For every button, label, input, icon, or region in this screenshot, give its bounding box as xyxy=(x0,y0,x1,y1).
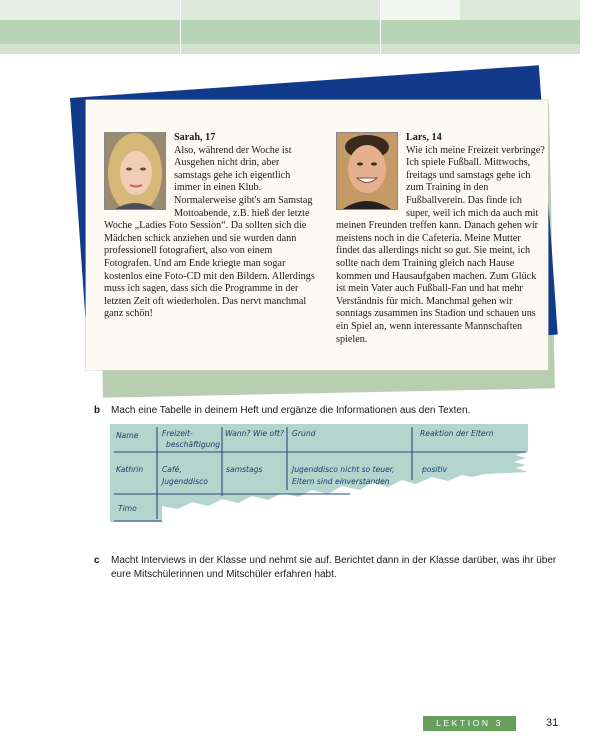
cell-samstags: samstags xyxy=(226,465,263,474)
lars-photo xyxy=(336,132,398,210)
lars-text: Wie ich meine Freizeit verbringe? Ich spiele Fußball. Mittwochs, freitags und samstags gehe ich zum Training in den Fußballverein. Das finde ich super, weil ich mich da auch mit meinen Freunden treffen kann. Danach gehen wir meistens noch in die Cafeteria. Meine Mutter findet das allerdings nicht so gut. Sie meint, ich sollte nach dem Training gleich nach Hause kommen und Hausaufgaben machen. Zum Glück ist mein Vater auch Fußball-Fan und hat mehr Verständnis für mich. Manchmal gehen wir sonntags zusammen ins Stadion und schauen uns ein Spiel an, wenn interessante Mannschaften spielen. xyxy=(336,144,545,345)
exercise-c xyxy=(94,554,574,594)
cell-kathrin: Kathrin xyxy=(116,465,144,474)
profile-lars xyxy=(336,132,546,346)
reading-card xyxy=(70,88,570,398)
lars-name: Lars, 14 xyxy=(406,132,442,143)
sarah-photo xyxy=(104,132,166,210)
cell-positiv: positiv xyxy=(422,465,448,474)
cell-cafe: Café, xyxy=(162,465,182,474)
cell-grund-2: Eltern sind einverstanden xyxy=(292,477,390,486)
top-banner xyxy=(0,0,580,55)
header-grund: Grund xyxy=(292,429,316,438)
exercise-b xyxy=(94,404,574,424)
answer-table xyxy=(110,424,528,522)
header-name: Name xyxy=(116,431,139,440)
cell-jugenddisco: Jugenddisco xyxy=(162,477,208,486)
sarah-name: Sarah, 17 xyxy=(174,132,216,143)
lektion-badge: LEKTION 3 xyxy=(423,716,516,731)
header-beschaeftigung: beschäftigung xyxy=(166,440,221,449)
exercise-c-text: Macht Interviews in der Klasse und nehmt sie auf. Berichtet dann in der Klasse darüber, was ihr über eure Mitschülerinnen und Mitschüler erfahren habt. xyxy=(111,555,557,580)
card-paper xyxy=(86,100,548,370)
page-number: 31 xyxy=(546,717,559,729)
header-freizeit: Freizeit- xyxy=(162,429,193,438)
profile-sarah xyxy=(104,132,316,321)
header-reaktion: Reaktion der Eltern xyxy=(420,429,494,438)
exercise-c-letter: c xyxy=(94,555,100,566)
exercise-b-letter: b xyxy=(94,405,101,416)
cell-grund-1: Jugenddisco nicht so teuer, xyxy=(292,465,395,474)
cell-timo: Timo xyxy=(118,504,137,513)
header-wann: Wann? Wie oft? xyxy=(225,429,284,438)
sarah-text: Also, während der Woche ist Ausgehen nicht drin, aber samstags gehe ich eigentlich immer in einen Klub. Normalerweise gibt's am Samstag Mottoabende, z.B. hieß der letzte Woche „Ladies Foto Session“. Da sollten sich die Mädchen schick anziehen und sie wurden dann professionell fotografiert, also von einem Fotografen. Und am Ende kriegte man sogar kostenlos eine Foto-CD mit den Bildern. Allerdings muss ich sagen, dass sich die Programme in der letzten Zeit oft wiederholen. Das nervt manchmal ganz schön! xyxy=(104,144,315,320)
exercise-b-text: Mach eine Tabelle in deinem Heft und ergänze die Informationen aus den Texten. xyxy=(111,405,471,416)
